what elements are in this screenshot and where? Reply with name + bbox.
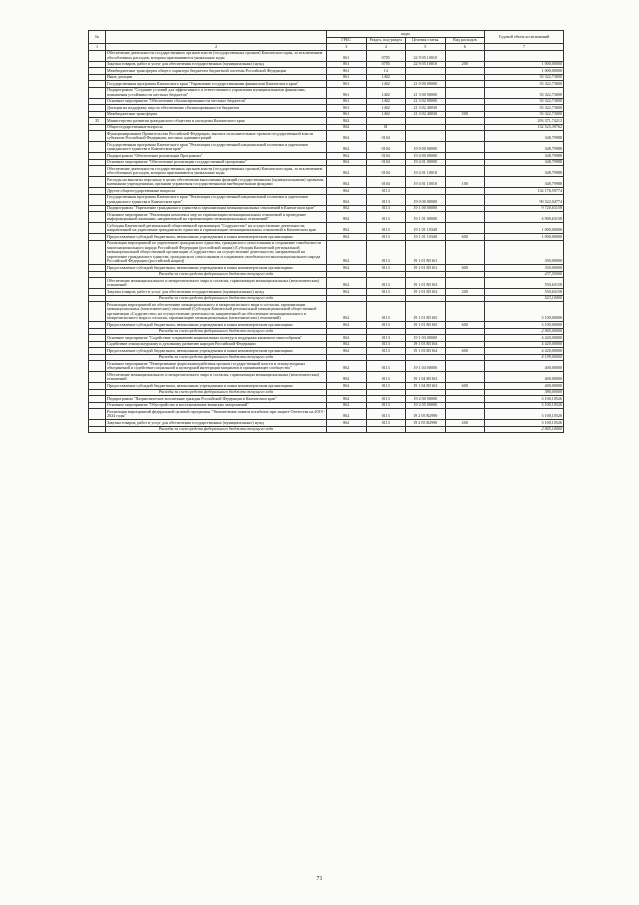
cell-r: 0113 <box>366 402 406 409</box>
cell-amt <box>485 50 564 61</box>
cell-vr <box>445 131 485 142</box>
header-name <box>106 31 327 44</box>
cell-cs: 19 1 03 R5164 <box>406 348 446 355</box>
cell-n <box>89 361 106 372</box>
cell-r: 0113 <box>366 194 406 205</box>
cell-cs: 19 4 01 00000 <box>406 159 446 166</box>
cell-r: 0104 <box>366 159 406 166</box>
cell-n: 35 <box>89 118 106 125</box>
cell-g: 862 <box>327 223 367 234</box>
cell-g: 862 <box>327 142 367 153</box>
cell-name: Расходы за счет средств федерального бюджета текущего года <box>106 426 327 433</box>
cell-r: 0104 <box>366 142 406 153</box>
cell-r: 0113 <box>366 302 406 322</box>
table-row <box>89 177 564 188</box>
cell-name: Основное мероприятие "Содействие сохранению национальных культур и поддержка языкового многообразия" <box>106 335 327 342</box>
cell-r: 0113 <box>366 289 406 296</box>
cell-n <box>89 131 106 142</box>
cell-r: 0113 <box>366 322 406 329</box>
cell-vr <box>445 142 485 153</box>
cell-cs: 19 4 01 10010 <box>406 166 446 177</box>
cell-name: Функционирование Правительства Российской Федерации, высших исполнительных органов государственной власти субъектов Российской Федерации, местных администраций <box>106 131 327 142</box>
cell-amt: 90 322,04774 <box>485 194 564 205</box>
cell-cs: 19 1 01 10340 <box>406 223 446 234</box>
table-row <box>89 302 564 322</box>
cell-vr: 600 <box>445 234 485 241</box>
cell-amt: 348,79988 <box>485 142 564 153</box>
cell-g: 862 <box>327 396 367 403</box>
cell-name: Межбюджетные трансферты <box>106 111 327 118</box>
table-row <box>89 372 564 383</box>
table-row <box>89 212 564 223</box>
cell-name: Общегосударственные вопросы <box>106 124 327 131</box>
cell-cs: 19 1 03 00000 <box>406 335 446 342</box>
cell-g: 862 <box>327 335 367 342</box>
header-num: № <box>89 31 106 44</box>
cell-g: 862 <box>327 205 367 212</box>
header-vid: Вид расходов <box>445 37 485 44</box>
cell-name: Расходы за счет средств федерального бюджета текущего года <box>106 354 327 361</box>
cell-amt: 1 000,00000 <box>485 61 564 68</box>
header-codes: коды <box>327 31 485 38</box>
cell-vr: 600 <box>445 348 485 355</box>
cell-name: Подпрограмма "Патриотическое воспитание граждан Российской Федерации в Камчатском крае" <box>106 396 327 403</box>
cell-cs: 21 3 02 40030 <box>406 105 446 112</box>
cell-amt: 348,79988 <box>485 131 564 142</box>
cell-r: 1402 <box>366 105 406 112</box>
cell-cs: 19 2 00 00000 <box>406 396 446 403</box>
cell-amt: 348,79988 <box>485 177 564 188</box>
cell-r: 1402 <box>366 74 406 81</box>
page-number: 71 <box>316 876 323 882</box>
table-row <box>89 361 564 372</box>
cell-vr: 500 <box>445 111 485 118</box>
cell-cs <box>406 131 446 142</box>
cell-r: 0113 <box>366 278 406 289</box>
cell-amt: 348,79988 <box>485 153 564 160</box>
table-row <box>89 166 564 177</box>
cell-g: 861 <box>327 98 367 105</box>
cell-n <box>89 166 106 177</box>
cell-g <box>327 426 367 433</box>
header-razdel: Раздел, под-раздел <box>366 37 406 44</box>
cell-vr <box>445 194 485 205</box>
cell-cs: 19 1 00 00000 <box>406 205 446 212</box>
cell-cs: 19 4 01 10010 <box>406 177 446 188</box>
cell-vr <box>445 278 485 289</box>
cell-cs: 19 1 04 00000 <box>406 361 446 372</box>
cell-n <box>89 50 106 61</box>
cell-r: 0113 <box>366 234 406 241</box>
cell-name: Иные дотации <box>106 74 327 81</box>
cell-name: Основное мероприятие "Обустройство и восстановление воинских захоронений" <box>106 402 327 409</box>
cell-vr <box>445 426 485 433</box>
cell-name: Обеспечение деятельности государственных органов власти (государственных органов) Камчатского края, за исключением обособленных расходов, которым присваиваются уникальные коды <box>106 50 327 61</box>
cell-name: Подпрограмма "Укрепление гражданского единства и гармонизация межнациональных отношений в Камчатском крае" <box>106 205 327 212</box>
cell-g: 862 <box>327 159 367 166</box>
table-row <box>89 240 564 265</box>
cell-r: 0113 <box>366 223 406 234</box>
cell-g: 862 <box>327 409 367 420</box>
cell-r: 1402 <box>366 98 406 105</box>
cell-vr: 100 <box>445 177 485 188</box>
cell-name: Основное мероприятие "Реализация комплекса мер по гармонизации межнациональных отношений и проведение информационной кампании, направленной на гармонизацию межнациональных отношений" <box>106 212 327 223</box>
cell-g: 862 <box>327 361 367 372</box>
cell-amt: 400,00000 <box>485 383 564 390</box>
cell-cs: 19 1 01 R5163 <box>406 289 446 296</box>
cell-r: 0113 <box>366 212 406 223</box>
cell-n <box>89 194 106 205</box>
cell-amt: 9 720,63158 <box>485 205 564 212</box>
cell-amt: 350,00000 <box>485 265 564 272</box>
cell-g: 862 <box>327 118 367 125</box>
cell-cs: 19 1 01 10340 <box>406 234 446 241</box>
cell-amt: 3 100,10526 <box>485 396 564 403</box>
table-row <box>89 142 564 153</box>
cell-amt: 3 100,10526 <box>485 402 564 409</box>
cell-amt: 550,63158 <box>485 278 564 289</box>
cell-amt: 348,79988 <box>485 166 564 177</box>
cell-g: 861 <box>327 50 367 61</box>
cell-r: 0113 <box>366 240 406 265</box>
cell-n <box>89 177 106 188</box>
cell-amt: 35 322,73000 <box>485 81 564 88</box>
cell-name: Закупка товаров, работ и услуг для обеспечения государственных (муниципальных) нужд <box>106 420 327 427</box>
cell-n <box>89 212 106 223</box>
cell-amt: 2 945,10000 <box>485 426 564 433</box>
cell-amt: 550,63158 <box>485 289 564 296</box>
cell-name: Закупка товаров, работ и услуг для обеспечения государственных (муниципальных) нужд <box>106 61 327 68</box>
cell-g: 861 <box>327 68 367 75</box>
cell-g: 862 <box>327 194 367 205</box>
table-row <box>89 223 564 234</box>
cell-name: Предоставление субсидий бюджетным, автономным учреждениям и иным некоммерческим организациям <box>106 234 327 241</box>
cell-amt: 35 322,73000 <box>485 111 564 118</box>
cell-cs: 22 9 05 10010 <box>406 50 446 61</box>
cell-cs: 21 0 00 00000 <box>406 81 446 88</box>
header-idx: 7 <box>485 44 564 51</box>
cell-name: Расходы за счет средств федерального бюджета текущего года <box>106 328 327 335</box>
cell-amt: 35 322,73000 <box>485 98 564 105</box>
cell-r: 0113 <box>366 205 406 212</box>
cell-r: 0113 <box>366 383 406 390</box>
cell-vr <box>445 212 485 223</box>
cell-amt: 132 176,59774 <box>485 188 564 195</box>
cell-name: Основное мероприятие "Обеспечение сбалансированности местных бюджетов" <box>106 98 327 105</box>
cell-cs: 22 9 05 10010 <box>406 61 446 68</box>
cell-g: 862 <box>327 402 367 409</box>
cell-cs: 19 1 01 R5165 <box>406 302 446 322</box>
cell-r: 0113 <box>366 341 406 348</box>
cell-cs: 19 0 00 00000 <box>406 194 446 205</box>
cell-g: 862 <box>327 383 367 390</box>
cell-vr <box>445 361 485 372</box>
cell-amt: 3 100,00000 <box>485 322 564 329</box>
header-idx: 2 <box>106 44 327 51</box>
cell-name: Предоставление субсидий бюджетным, автономным учреждениям и иным некоммерческим организациям <box>106 322 327 329</box>
cell-vr <box>445 372 485 383</box>
cell-r: 0104 <box>366 166 406 177</box>
cell-name: Субсидия Камчатской региональной общественной организации "Содружество" на осуществление деятельности, направленной на укрепление гражданского единства и гармонизацию межнациональных отношений в Камчатском крае <box>106 223 327 234</box>
cell-r: 0113 <box>366 335 406 342</box>
cell-g: 862 <box>327 322 367 329</box>
cell-cs: 21 3 02 00000 <box>406 98 446 105</box>
cell-cs: 19 2 05 R2990 <box>406 409 446 420</box>
cell-n <box>89 87 106 98</box>
cell-g: 861 <box>327 105 367 112</box>
cell-amt: 293 371,74212 <box>485 118 564 125</box>
cell-g: 862 <box>327 131 367 142</box>
cell-name: Реализация мероприятий федеральной целевой программы "Увековечение памяти погибших при защите Отечества на 2019 - 2024 годы" <box>107 408 325 418</box>
cell-g: 862 <box>327 302 367 322</box>
cell-cs: 21 3 02 40030 <box>406 111 446 118</box>
cell-r: 1402 <box>366 81 406 88</box>
cell-amt: 35 322,73000 <box>485 87 564 98</box>
table-row <box>89 87 564 98</box>
cell-name: Реализация мероприятий по обеспечению межнационального и межрелигиозного мира и согласия, гармонизации межнациональных (межэтнических) отношений (Субсидия Камчатской региональной межнациональной общественной организации «Содружество» на осуществление деятельности, направленной на обеспечение межнационального и межрелигиозного мира и согласия, гармонизацию межнациональных (межэтнических) отношений) <box>106 302 327 322</box>
cell-name: Расходы за счет средств федерального бюджета текущего года <box>106 271 327 278</box>
header-idx: 3 <box>327 44 367 51</box>
cell-amt: 4 420,00000 <box>485 341 564 348</box>
header-idx: 4 <box>366 44 406 51</box>
cell-n <box>89 223 106 234</box>
cell-r: 0113 <box>366 348 406 355</box>
cell-cs: 19 2 05 R2990 <box>406 420 446 427</box>
cell-cs: 19 1 01 R5161 <box>406 240 446 265</box>
cell-r: 01 <box>366 124 406 131</box>
cell-amt: 3 100,00000 <box>485 302 564 322</box>
cell-vr <box>445 240 485 265</box>
cell-r: 0113 <box>366 265 406 272</box>
cell-g: 862 <box>327 341 367 348</box>
cell-r: 0705 <box>366 50 406 61</box>
cell-amt: 4 420,00000 <box>485 348 564 355</box>
cell-cs: 19 2 05 00000 <box>406 402 446 409</box>
cell-cs: 19 1 01 R5165 <box>406 322 446 329</box>
cell-g: 862 <box>327 124 367 131</box>
cell-r: 0113 <box>366 361 406 372</box>
table-row <box>89 194 564 205</box>
cell-g: 862 <box>327 166 367 177</box>
cell-amt: 4 900,63158 <box>485 212 564 223</box>
header-amount: Годовой объем ассигнований <box>485 31 564 44</box>
cell-g: 862 <box>327 278 367 289</box>
cell-amt: 3 100,10526 <box>485 409 564 420</box>
cell-amt: 3 100,10526 <box>485 420 564 427</box>
cell-name: Предоставление субсидий бюджетным, автономным учреждениям и иным некоммерческим организациям <box>106 265 327 272</box>
table-note-row <box>89 426 564 433</box>
cell-cs: 19 1 04 R5163 <box>406 383 446 390</box>
cell-name: Основное мероприятие "Развертывание форм взаимодействия органов государственной власти и этнокультурных объединений и содействие социальной и культурной интеграции мигрантов в принимающее сообщество" <box>106 361 327 372</box>
cell-g: 861 <box>327 87 367 98</box>
cell-r: 0104 <box>366 177 406 188</box>
cell-n <box>89 426 106 433</box>
table-row <box>89 50 564 61</box>
cell-name: Предоставление субсидий бюджетным, автономным учреждениям и иным некоммерческим организациям <box>106 383 327 390</box>
cell-g: 861 <box>327 81 367 88</box>
table-row <box>89 409 564 420</box>
header-celevaya: Целевая статья <box>406 37 446 44</box>
cell-n <box>89 409 106 420</box>
cell-amt: 400,00000 <box>485 361 564 372</box>
cell-vr: 600 <box>445 322 485 329</box>
header-idx: 5 <box>406 44 446 51</box>
cell-amt: 4 420,00000 <box>485 335 564 342</box>
cell-vr <box>445 166 485 177</box>
cell-n <box>89 372 106 383</box>
cell-name: Обеспечение деятельности государственных органов власти (государственных органов) Камчатского края, за исключением обособленных расходов, которым присваиваются уникальные коды <box>106 166 327 177</box>
cell-g: 862 <box>327 188 367 195</box>
cell-amt: 1 000,00000 <box>485 68 564 75</box>
budget-table <box>88 30 564 433</box>
cell-n <box>89 240 106 265</box>
cell-cs: 19 1 01 00000 <box>406 212 446 223</box>
cell-cs: 19 0 00 00000 <box>406 142 446 153</box>
cell-amt: 2 945,00000 <box>485 328 564 335</box>
cell-g: 862 <box>327 234 367 241</box>
cell-cs <box>406 426 446 433</box>
cell-name: Предоставление субсидий бюджетным, автономным учреждениям и иным некоммерческим организациям <box>106 348 327 355</box>
cell-g: 862 <box>327 265 367 272</box>
cell-name: Расходы на выплаты персоналу в целях обеспечения выполнения функций государственными (муниципальными) органами, казенными учреждениями, органами управления государственными внебюджетными фондами <box>106 177 327 188</box>
cell-name: Закупка товаров, работ и услуг для обеспечения государственных (муниципальных) нужд <box>106 289 327 296</box>
header-idx: 1 <box>89 44 106 51</box>
cell-r: 1402 <box>366 111 406 118</box>
cell-amt: 237,55000 <box>485 271 564 278</box>
cell-vr <box>445 302 485 322</box>
cell-r: 0705 <box>366 61 406 68</box>
cell-g: 861 <box>327 74 367 81</box>
table-row <box>89 278 564 289</box>
cell-r: 0104 <box>366 153 406 160</box>
cell-name: Государственная программа Камчатского края "Управление государственными финансами Камчатского края" <box>106 81 327 88</box>
cell-name: Дотации на поддержку мер по обеспечению сбалансированности бюджетов <box>106 105 327 112</box>
cell-amt: 1 000,00000 <box>485 223 564 234</box>
cell-n <box>89 302 106 322</box>
header-idx: 6 <box>445 44 485 51</box>
cell-amt: 35 322,73000 <box>485 74 564 81</box>
table-row <box>89 131 564 142</box>
cell-name: Расходы за счет средств федерального бюджета текущего года <box>106 389 327 396</box>
cell-r: 0113 <box>366 396 406 403</box>
cell-g: 862 <box>327 289 367 296</box>
cell-g: 862 <box>327 153 367 160</box>
cell-amt: 523,10000 <box>485 295 564 302</box>
cell-r: 0113 <box>366 372 406 383</box>
cell-r <box>366 426 406 433</box>
cell-g: 861 <box>327 61 367 68</box>
cell-n <box>89 142 106 153</box>
cell-name: Реализация мероприятий по укреплению гражданского единства, гражданского самосознания и сохранение самобытности многонационального народа Российской Федерации (российской нации) (Субсидия Камчатской региональной межнациональной общественной организации «Содружество» на осуществление деятельности, направленной на укрепление гражданского единства, гражданского самосознания и сохранение самобытности многонационального народа Российской Федерации (российской нации)) <box>106 240 327 265</box>
cell-vr: 600 <box>445 265 485 272</box>
cell-cs: 21 3 00 00000 <box>406 87 446 98</box>
cell-r: 1402 <box>366 87 406 98</box>
cell-amt: 350,00000 <box>485 240 564 265</box>
cell-amt: 35 322,73000 <box>485 105 564 112</box>
cell-amt: 1 000,00000 <box>485 234 564 241</box>
cell-vr <box>445 87 485 98</box>
cell-r: 0113 <box>366 420 406 427</box>
cell-g: 861 <box>327 111 367 118</box>
cell-amt: 132 525,39762 <box>485 124 564 131</box>
header-grbs: ГРБС <box>327 37 367 44</box>
cell-name: Подпрограмма "Создание условий для эффективного и ответственного управления муниципальными финансами, повышения устойчивости местных бюджетов" <box>106 87 327 98</box>
cell-amt: 380,00000 <box>485 389 564 396</box>
cell-name: Расходы за счет средств федерального бюджета текущего года <box>106 295 327 302</box>
cell-amt: 4 199,00000 <box>485 354 564 361</box>
cell-cs: 19 4 00 00000 <box>406 153 446 160</box>
cell-r: 14 <box>366 68 406 75</box>
cell-cs: 19 1 01 R5161 <box>406 265 446 272</box>
cell-name: Основное мероприятие "Обеспечение реализации государственной программы" <box>106 159 327 166</box>
cell-name: Министерство развития гражданского общества и молодежи Камчатского края <box>106 118 327 125</box>
cell-g: 862 <box>327 177 367 188</box>
cell-g: 862 <box>327 240 367 265</box>
cell-name: Государственная программа Камчатского края "Реализация государственной национальной политики и укрепление гражданского единства в Камчатском крае" <box>106 142 327 153</box>
cell-amt: 348,79988 <box>485 159 564 166</box>
cell-g: 862 <box>327 212 367 223</box>
cell-name: Государственная программа Камчатского края "Реализация государственной национальной политики и укрепление гражданского единства в Камчатском крае" <box>106 194 327 205</box>
cell-g: 862 <box>327 420 367 427</box>
cell-n <box>89 278 106 289</box>
cell-vr <box>445 50 485 61</box>
cell-amt: 400,00000 <box>485 372 564 383</box>
cell-name: Обеспечение межнационального и межрелигиозного мира и согласия, гармонизации межнациональных (межэтнических) отношений <box>106 372 327 383</box>
cell-r: 0104 <box>366 131 406 142</box>
cell-vr <box>445 409 485 420</box>
cell-cs: 19 1 03 R5164 <box>406 341 446 348</box>
cell-r: 0113 <box>366 188 406 195</box>
cell-name: Подпрограмма "Обеспечение реализации Программы" <box>106 153 327 160</box>
cell-vr: 200 <box>445 61 485 68</box>
cell-vr <box>445 223 485 234</box>
cell-cs: 19 1 01 R5163 <box>406 278 446 289</box>
cell-g: 862 <box>327 348 367 355</box>
cell-name: Другие общегосударственные вопросы <box>106 188 327 195</box>
cell-g: 862 <box>327 372 367 383</box>
cell-name: Обеспечение межнационального и межрелигиозного мира и согласия, гармонизации межнациональных (межэтнических) отношений <box>106 278 327 289</box>
cell-name: Межбюджетные трансферты общего характера бюджетам бюджетной системы Российской Федерации <box>106 68 327 75</box>
cell-vr: 600 <box>445 383 485 390</box>
cell-vr: 200 <box>445 420 485 427</box>
cell-cs: 19 1 04 R5163 <box>406 372 446 383</box>
cell-name: Содействие этнокультурному и духовному развитию народов Российской Федерации <box>106 341 327 348</box>
cell-r: 0113 <box>366 409 406 420</box>
cell-vr: 200 <box>445 289 485 296</box>
